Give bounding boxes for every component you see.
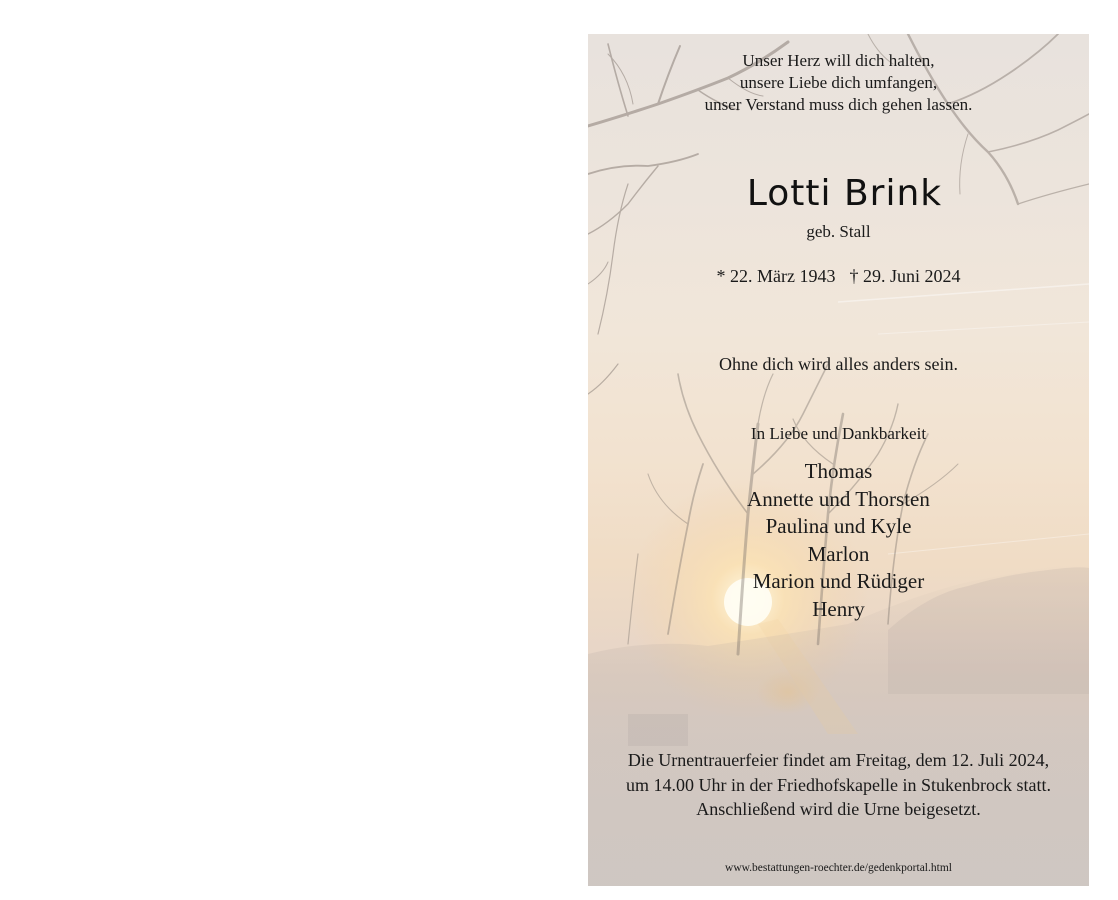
service-line: Die Urnentrauerfeier findet am Freitag, dem 12. Juli 2024, bbox=[627, 750, 1050, 770]
mourner: Marlon bbox=[807, 541, 870, 566]
poem-line: unser Verstand muss dich gehen lassen. bbox=[704, 95, 973, 114]
mourner: Paulina und Kyle bbox=[765, 514, 912, 538]
service-info bbox=[588, 748, 1089, 822]
poem bbox=[588, 50, 1089, 116]
service-line: um 14.00 Uhr in der Friedhofskapelle in Stukenbrock statt. bbox=[626, 774, 1051, 795]
mourner: Henry bbox=[812, 596, 865, 621]
thanks-line: In Liebe und Dankbarkeit bbox=[750, 424, 927, 443]
birth-date: * 22. März 1943 bbox=[716, 266, 836, 286]
quote: Ohne dich wird alles anders sein. bbox=[719, 354, 958, 374]
memorial-portal-link[interactable]: www.bestattungen-roechter.de/gedenkportal.html bbox=[725, 862, 952, 874]
service-line: Anschließend wird die Urne beigesetzt. bbox=[696, 799, 981, 819]
poem-line: Unser Herz will dich halten, bbox=[742, 51, 935, 70]
deceased-name: Lotti Brink bbox=[746, 173, 943, 214]
life-dates bbox=[588, 264, 1089, 288]
obituary-card bbox=[588, 34, 1089, 886]
maiden-name: geb. Stall bbox=[806, 222, 871, 241]
mourner: Thomas bbox=[804, 459, 873, 483]
mourners-list bbox=[588, 458, 1089, 623]
death-date: † 29. Juni 2024 bbox=[849, 266, 961, 286]
mourner: Annette und Thorsten bbox=[747, 486, 930, 511]
poem-line: unsere Liebe dich umfangen, bbox=[739, 73, 938, 92]
mourner: Marion und Rüdiger bbox=[752, 569, 925, 593]
